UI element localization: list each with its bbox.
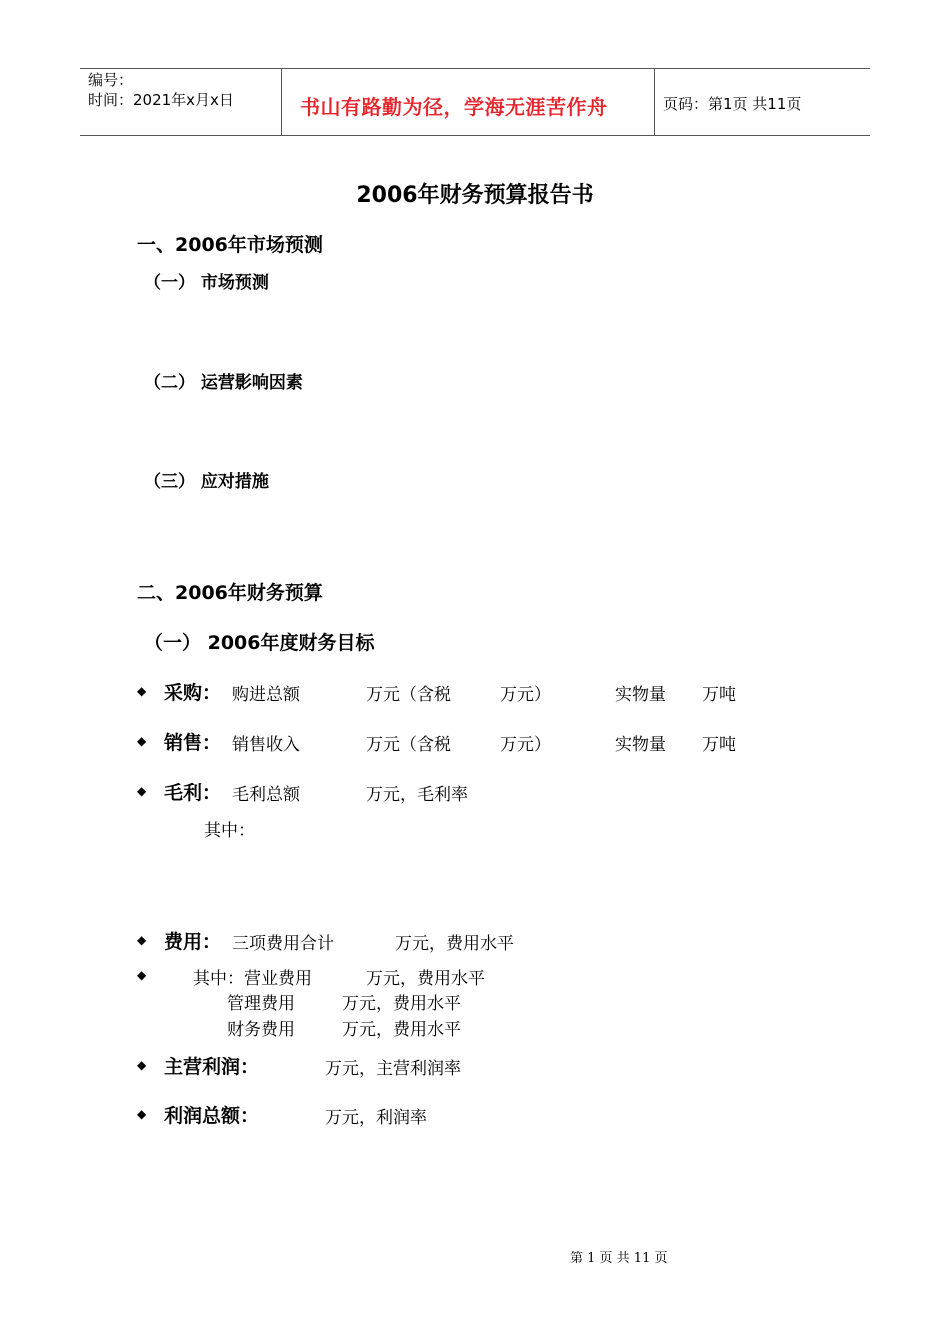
expense-a: 三项费用合计 [232,934,334,954]
bullet-icon: ◆ [137,1058,147,1072]
section2-sub1: （一） 2006年度财务目标 [144,632,375,654]
gross-a: 毛利总额 [232,785,300,805]
header-page-label: 页码：第1页 共11页 [663,95,802,113]
section2-heading: 二、2006年财务预算 [137,582,323,604]
sales-b: 万元（含税 [366,735,451,755]
header-bottom-border [80,135,870,136]
expense-label: 费用： [164,931,222,953]
purchase-c: 万元） [500,685,551,705]
purchase-e: 万吨 [702,685,736,705]
purchase-label: 采购： [164,682,222,704]
sales-label: 销售： [164,732,222,754]
header-divider-right [654,68,655,136]
expense-detail-r3b: 万元，费用水平 [342,1020,461,1040]
expense-detail-r2a: 管理费用 [227,994,295,1014]
bullet-icon: ◆ [137,1107,147,1121]
header-motto: 书山有路勤为径，学海无涯苦作舟 [300,95,608,119]
section1-sub2: （二） 运营影响因素 [144,373,303,393]
header-top-border [80,68,870,69]
main-profit-a: 万元，主营利润率 [325,1059,461,1079]
expense-detail-r3a: 财务费用 [227,1020,295,1040]
main-profit-label: 主营利润： [164,1056,260,1078]
gross-b: 万元，毛利率 [366,785,468,805]
section1-sub3: （三） 应对措施 [144,472,269,492]
bullet-icon: ◆ [137,784,147,798]
expense-detail-r1b: 万元，费用水平 [366,969,485,989]
expense-detail-r1a: 其中：营业费用 [193,969,312,989]
expense-b: 万元，费用水平 [395,934,514,954]
page-footer: 第 1 页 共 11 页 [570,1251,668,1266]
section1-sub1: （一） 市场预测 [144,273,269,293]
bullet-icon: ◆ [137,933,147,947]
gross-label: 毛利： [164,782,222,804]
document-title: 2006年财务预算报告书 [356,183,594,208]
purchase-b: 万元（含税 [366,685,451,705]
header-number-label: 编号： [88,71,134,89]
bullet-icon: ◆ [137,734,147,748]
bullet-icon: ◆ [137,684,147,698]
gross-note: 其中： [204,821,255,841]
purchase-d: 实物量 [615,685,666,705]
sales-e: 万吨 [702,735,736,755]
sales-d: 实物量 [615,735,666,755]
bullet-icon: ◆ [137,968,147,982]
sales-a: 销售收入 [232,735,300,755]
total-profit-a: 万元，利润率 [325,1108,427,1128]
sales-c: 万元） [500,735,551,755]
purchase-a: 购进总额 [232,685,300,705]
header-time-label: 时间：2021年x月x日 [88,91,234,109]
section1-heading: 一、2006年市场预测 [137,234,323,256]
expense-detail-r2b: 万元，费用水平 [342,994,461,1014]
total-profit-label: 利润总额： [164,1105,260,1127]
header-divider-left [281,68,282,136]
